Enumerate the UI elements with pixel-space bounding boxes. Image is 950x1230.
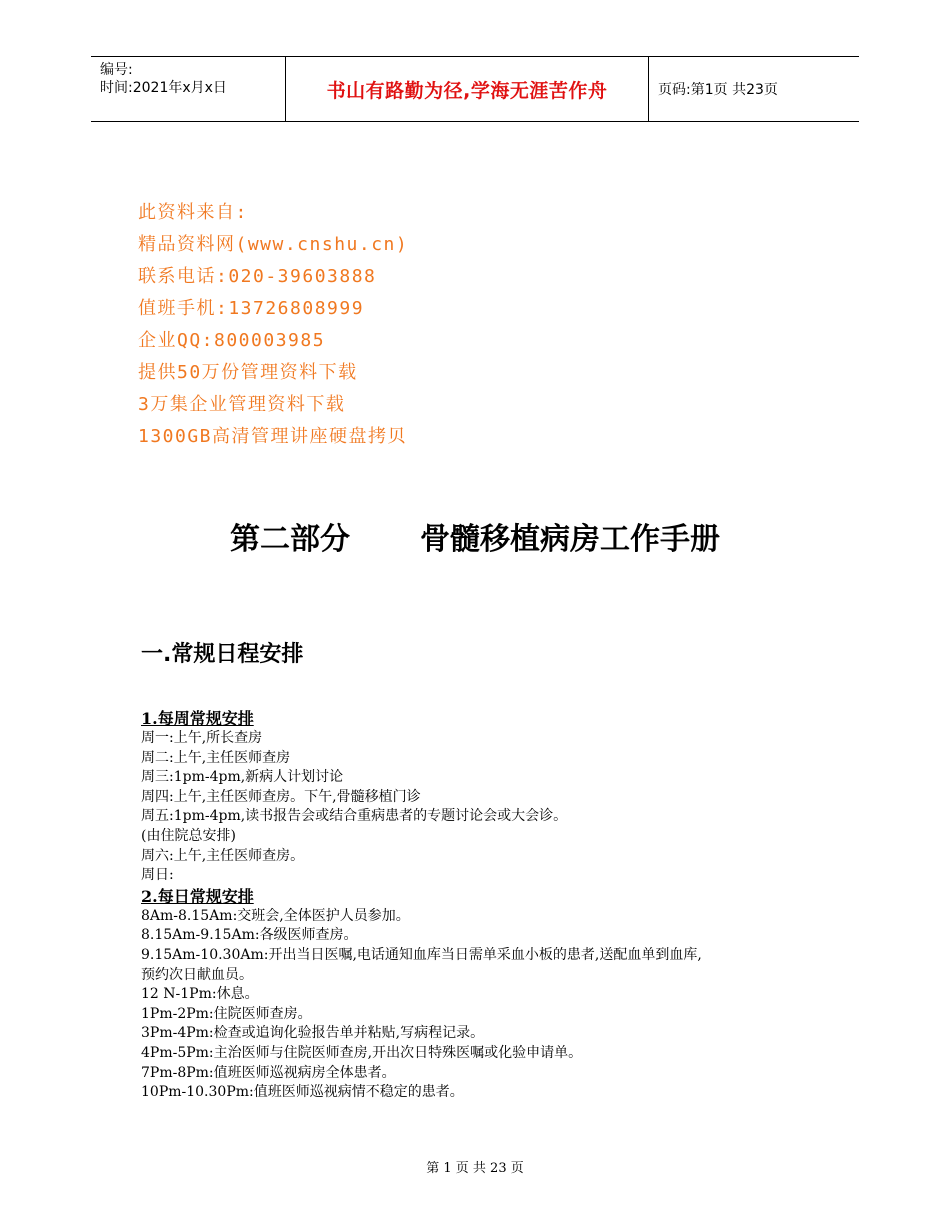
weekly-line: 周三:1pm-4pm,新病人计划讨论 <box>141 769 344 786</box>
page-footer: 第 1 页 共 23 页 <box>426 1161 524 1176</box>
weekly-line: 周六:上午,主任医师查房。 <box>141 847 305 864</box>
weekly-line: 周五:1pm-4pm,读书报告会或结合重病患者的专题讨论会或大会诊。 <box>141 808 568 825</box>
source-block <box>138 198 408 454</box>
source-line: 企业QQ:800003985 <box>138 330 326 351</box>
daily-line: 12 N-1Pm:休息。 <box>141 986 259 1003</box>
weekly-line: (由住院总安排) <box>141 827 236 844</box>
daily-line: 10Pm-10.30Pm:值班医师巡视病情不稳定的患者。 <box>141 1084 464 1101</box>
source-line: 提供50万份管理资料下载 <box>138 362 358 383</box>
daily-line: 预约次日献血员。 <box>141 966 253 983</box>
header-table <box>91 56 859 122</box>
header-meta-cell <box>91 57 286 121</box>
source-line: 值班手机:13726808999 <box>138 298 365 319</box>
time-label: 时间:2021年x月x日 <box>100 80 227 96</box>
source-line: 1300GB高清管理讲座硬盘拷贝 <box>138 426 408 447</box>
part-number: 第二部分 <box>230 522 350 557</box>
weekly-line: 周日: <box>141 867 174 884</box>
section-title: 一.常规日程安排 <box>141 642 304 667</box>
weekly-line: 周二:上午,主任医师查房 <box>141 749 291 766</box>
part-name: 骨髓移植病房工作手册 <box>420 522 720 557</box>
daily-line: 4Pm-5Pm:主治医师与住院医师查房,开出次日特殊医嘱或化验申请单。 <box>141 1044 583 1061</box>
number-label: 编号: <box>100 62 133 78</box>
motto: 书山有路勤为径,学海无涯苦作舟 <box>326 79 608 102</box>
source-line: 3万集企业管理资料下载 <box>138 394 346 415</box>
daily-line: 1Pm-2Pm:住院医师查房。 <box>141 1005 312 1022</box>
weekly-heading: 1.每周常规安排 <box>141 709 254 728</box>
part-title <box>0 514 950 558</box>
daily-line: 8.15Am-9.15Am:各级医师查房。 <box>141 927 358 944</box>
schedule-body <box>141 708 702 1103</box>
daily-line: 9.15Am-10.30Am:开出当日医嘱,电话通知血库当日需单采血小板的患者,送配血单到血库, <box>141 946 702 963</box>
page-info: 页码:第1页 共23页 <box>658 82 778 98</box>
source-line: 精品资料网(www.cnshu.cn) <box>138 234 409 255</box>
weekly-line: 周一:上午,所长查房 <box>141 730 263 746</box>
weekly-line: 周四:上午,主任医师查房。下午,骨髓移植门诊 <box>141 788 421 805</box>
daily-line: 8Am-8.15Am:交班会,全体医护人员参加。 <box>141 907 410 924</box>
daily-heading: 2.每日常规安排 <box>141 886 254 906</box>
source-line: 此资料来自: <box>138 202 248 223</box>
header-page-cell <box>649 57 859 121</box>
daily-line: 3Pm-4Pm:检查或追询化验报告单并粘贴,写病程记录。 <box>141 1025 485 1042</box>
header-motto-cell <box>286 57 649 121</box>
daily-line: 7Pm-8Pm:值班医师巡视病房全体患者。 <box>141 1064 396 1081</box>
source-line: 联系电话:020-39603888 <box>138 266 377 287</box>
